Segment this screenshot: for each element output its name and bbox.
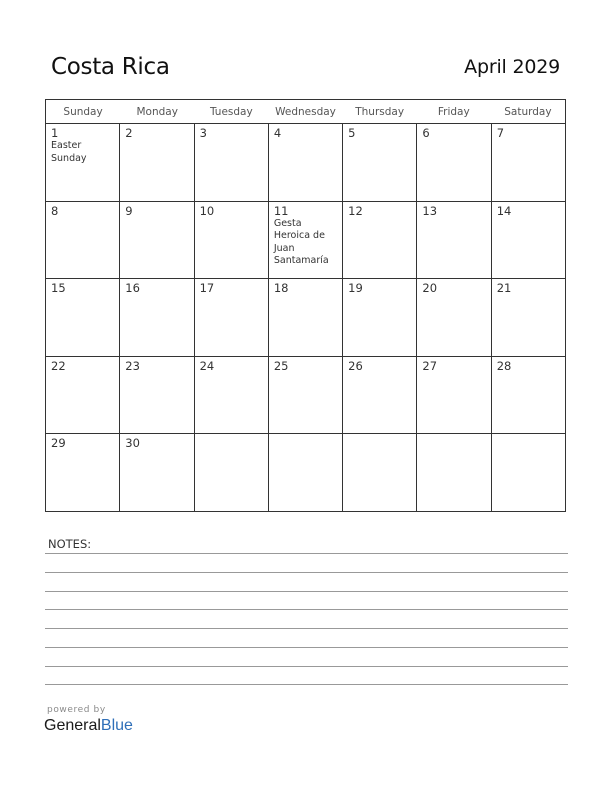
- day-number: 21: [496, 281, 512, 296]
- day-number: 14: [496, 203, 512, 218]
- day-cell: [492, 357, 565, 434]
- weekday-tuesday: Tuesday: [209, 106, 253, 118]
- day-cell: [417, 202, 491, 279]
- week-row-1: [46, 124, 565, 202]
- day-number: 25: [273, 358, 289, 373]
- note-line: [45, 553, 568, 554]
- day-number: 13: [422, 203, 438, 218]
- notes-label: NOTES:: [48, 537, 92, 551]
- day-number: 10: [199, 203, 215, 218]
- day-cell: [343, 279, 417, 356]
- day-cell: [343, 434, 417, 512]
- note-line: [45, 591, 568, 592]
- day-cell: [269, 434, 343, 512]
- day-number: 2: [125, 126, 133, 140]
- day-cell: [120, 357, 194, 434]
- day-cell: [195, 357, 269, 434]
- weekday-wednesday: Wednesday: [275, 106, 336, 118]
- week-row-3: [46, 279, 565, 357]
- day-number: 12: [348, 203, 363, 218]
- day-number: 1: [51, 126, 59, 140]
- logo-blue: Blue: [100, 717, 133, 734]
- day-cell: [120, 124, 194, 201]
- day-number: 16: [125, 281, 140, 296]
- week-row-4: [46, 357, 565, 435]
- day-cell: [492, 279, 565, 356]
- note-line: [45, 666, 568, 667]
- holiday-label: Gesta Heroica de Juan Santamaría: [273, 217, 329, 267]
- day-cell: [195, 279, 269, 356]
- day-number: 9: [125, 203, 133, 218]
- weekday-monday: Monday: [136, 106, 178, 118]
- day-number: 19: [348, 281, 363, 296]
- holiday-label: Easter Sunday: [51, 140, 87, 164]
- day-number: 29: [51, 436, 66, 451]
- day-cell: [120, 434, 194, 512]
- day-cell: [343, 357, 417, 434]
- day-number: 17: [199, 281, 215, 296]
- note-line: [45, 684, 568, 685]
- weekday-saturday: Saturday: [504, 106, 552, 118]
- day-number: 18: [273, 281, 289, 296]
- day-cell: [195, 202, 269, 279]
- day-number: 28: [496, 358, 512, 373]
- day-cell: [269, 124, 343, 201]
- week-row-5: [46, 434, 565, 512]
- day-cell: [46, 124, 120, 201]
- powered-by-text: powered by: [47, 705, 106, 715]
- logo-general: General: [44, 717, 101, 734]
- day-number: 15: [51, 281, 66, 296]
- calendar-grid: [45, 99, 566, 512]
- note-line: [45, 572, 568, 573]
- day-number: 20: [422, 281, 438, 296]
- day-cell: [269, 279, 343, 356]
- day-number: 4: [273, 126, 282, 140]
- day-cell: [417, 124, 491, 201]
- day-number: 11: [273, 203, 289, 218]
- day-cell: [417, 357, 491, 434]
- weekday-thursday: Thursday: [355, 106, 405, 118]
- weekday-friday: Friday: [437, 106, 470, 118]
- day-cell: [46, 357, 120, 434]
- day-cell: [417, 434, 491, 512]
- month-title: April 2029: [464, 56, 560, 78]
- day-number: 23: [125, 358, 140, 373]
- page-title: Costa Rica: [51, 54, 170, 80]
- day-cell: [120, 279, 194, 356]
- day-number: 22: [51, 358, 66, 373]
- day-number: 5: [348, 126, 356, 140]
- day-number: 8: [51, 203, 59, 218]
- day-number: 27: [422, 358, 438, 373]
- day-cell: [492, 434, 565, 512]
- day-cell: [195, 434, 269, 512]
- day-cell: [417, 279, 491, 356]
- day-cell: [269, 202, 343, 279]
- day-number: 3: [199, 126, 207, 140]
- day-cell: [120, 202, 194, 279]
- day-cell: [343, 124, 417, 201]
- day-number: 7: [496, 126, 505, 140]
- weekday-sunday: Sunday: [63, 106, 103, 118]
- day-number: 6: [422, 126, 430, 140]
- day-cell: [492, 124, 565, 201]
- day-number: 26: [348, 358, 363, 373]
- day-cell: [269, 357, 343, 434]
- note-line: [45, 647, 568, 648]
- day-cell: [195, 124, 269, 201]
- note-line: [45, 609, 568, 610]
- day-number: 30: [125, 436, 140, 451]
- weekday-header: [46, 100, 565, 124]
- day-number: 24: [199, 358, 215, 373]
- generalblue-logo[interactable]: [44, 717, 133, 735]
- day-cell: [46, 202, 120, 279]
- note-line: [45, 628, 568, 629]
- week-row-2: [46, 202, 565, 280]
- day-cell: [46, 279, 120, 356]
- day-cell: [46, 434, 120, 512]
- day-cell: [492, 202, 565, 279]
- day-cell: [343, 202, 417, 279]
